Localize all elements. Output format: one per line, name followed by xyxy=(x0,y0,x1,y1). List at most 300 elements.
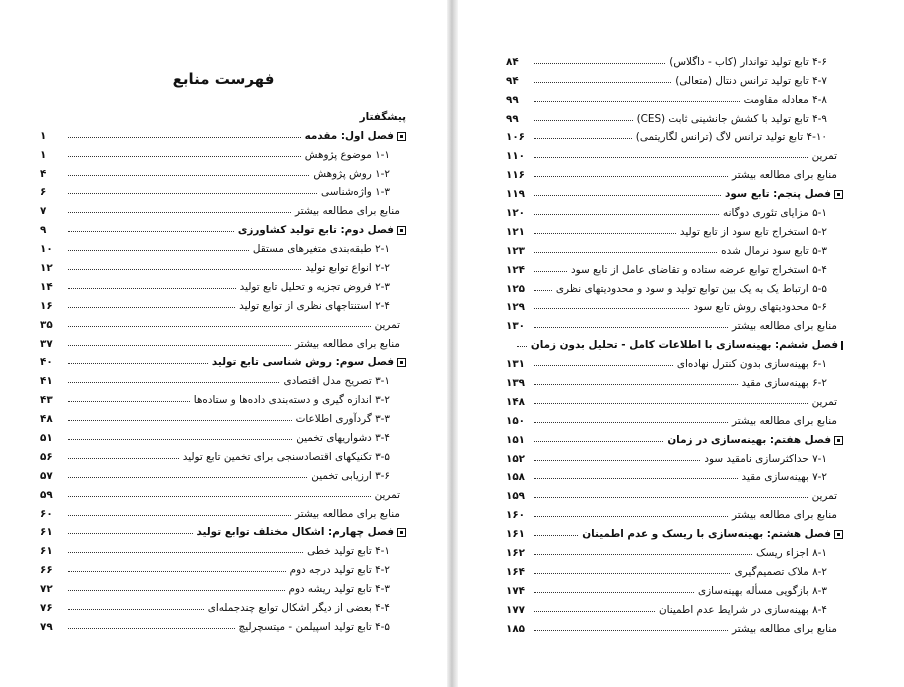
toc-entry-text: فصل سوم: روش شناسی تابع تولید xyxy=(211,356,394,369)
toc-entry-label xyxy=(730,320,843,332)
toc-entry xyxy=(40,161,406,180)
toc-page-number: ۵۱ xyxy=(40,432,53,445)
toc-entry-text: ۵-۴ استخراج توابع عرضه ستاده و تقاضای عامل از تابع سود xyxy=(570,263,827,276)
toc-page-number: ۶۱ xyxy=(40,526,53,539)
toc-page-number: ۳۷ xyxy=(40,337,53,350)
toc-entry xyxy=(506,597,843,616)
toc-entry-label xyxy=(754,547,843,559)
toc-entry-label xyxy=(634,131,843,143)
dot-leader xyxy=(534,365,673,366)
chapter-bullet-icon xyxy=(834,530,843,539)
toc-entry-text: فصل ششم: بهینه‌سازی با اطلاعات کامل - تحلیل بدون زمان xyxy=(530,339,838,352)
toc-page-number: ۳۵ xyxy=(40,318,53,331)
toc-page-number: ۵۶ xyxy=(40,450,53,463)
toc-entry-label xyxy=(810,396,843,408)
toc-page-number: ۱۰۶ xyxy=(506,131,526,144)
toc-entry xyxy=(40,274,406,293)
toc-entry xyxy=(506,106,843,125)
toc-entry-label xyxy=(251,243,406,255)
toc-entry-text: ۲-۳ فروض تجزیه و تحلیل تابع تولید xyxy=(239,280,390,293)
toc-page-number: ۱۵۰ xyxy=(506,414,526,427)
toc-entry xyxy=(506,578,843,597)
toc-page-number: ۱۶۲ xyxy=(506,547,526,560)
toc-entry xyxy=(506,219,843,238)
toc-entry-label xyxy=(373,319,406,331)
toc-entry xyxy=(40,501,406,520)
toc-entry-label xyxy=(192,394,406,406)
toc-page-number: ۹۹ xyxy=(506,112,519,125)
toc-entry xyxy=(40,198,406,217)
toc-entry xyxy=(506,502,843,521)
toc-page-number: ۱۱۰ xyxy=(506,150,526,163)
toc-entry-label xyxy=(311,168,406,180)
toc-entry xyxy=(40,425,406,444)
toc-entry xyxy=(506,257,843,276)
toc-entry-text: منابع برای مطالعه بیشتر xyxy=(731,509,837,522)
dot-leader xyxy=(68,250,249,251)
toc-page-number: ۹ xyxy=(40,224,47,237)
toc-entry xyxy=(506,465,843,484)
toc-entry-label xyxy=(293,508,406,520)
toc-entry xyxy=(506,68,843,87)
toc-entry-label xyxy=(293,338,406,350)
toc-entry-label xyxy=(305,545,406,557)
toc-page-number: ۴۱ xyxy=(40,375,53,388)
toc-entry-text: تمرین xyxy=(811,150,837,163)
dot-leader xyxy=(517,346,527,347)
dot-leader xyxy=(534,460,700,461)
toc-entry xyxy=(506,446,843,465)
dot-leader xyxy=(534,176,728,177)
toc-entry-text: ۴-۷ تابع تولید ترانس دنتال (متعالی) xyxy=(675,74,827,87)
toc-list-left xyxy=(40,104,406,633)
toc-page-number: ۱۱۶ xyxy=(506,169,526,182)
toc-page-number: ۱۸۵ xyxy=(506,622,526,635)
toc-entry-text: فصل دوم: تابع تولید کشاورزی xyxy=(237,224,394,237)
toc-entry-label xyxy=(696,585,843,597)
dot-leader xyxy=(68,345,291,346)
toc-entry-label xyxy=(237,300,406,312)
toc-entry-text: ۴-۱۰ تابع تولید ترانس لاگ (ترانس لگاریتمی) xyxy=(635,131,827,144)
toc-entry xyxy=(40,538,406,557)
toc-entry-label xyxy=(702,453,843,465)
toc-entry-text: ۸-۱ اجزاء ریسک xyxy=(756,547,827,560)
chapter-bullet-icon xyxy=(841,341,843,350)
toc-entry-label xyxy=(309,470,406,482)
toc-entry-text: منابع برای مطالعه بیشتر xyxy=(294,205,400,218)
toc-entry-text: ۲-۱ طبقه‌بندی متغیرهای مستقل xyxy=(252,243,390,256)
chapter-bullet-icon xyxy=(397,528,406,537)
dot-leader xyxy=(534,138,632,139)
toc-entry xyxy=(506,162,843,181)
toc-entry-label xyxy=(665,434,831,446)
dot-leader xyxy=(68,307,235,308)
toc-entry-label xyxy=(529,339,838,351)
toc-entry-text: تمرین xyxy=(811,395,837,408)
toc-entry xyxy=(40,368,406,387)
toc-entry xyxy=(506,483,843,502)
dot-leader xyxy=(68,326,371,327)
toc-entry-text: ۵-۱ مزایای تئوری دوگانه xyxy=(723,207,827,220)
toc-entry-label xyxy=(730,415,843,427)
toc-entry-text: ۱-۲ روش پژوهش xyxy=(313,167,390,180)
toc-entry-text: ۷-۲ بهینه‌سازی مقید xyxy=(741,471,827,484)
toc-entry-text: ۴-۴ بعضی از دیگر اشکال توابع چندجمله‌ای xyxy=(207,602,390,615)
toc-page-number: ۱۵۹ xyxy=(506,490,526,503)
toc-page-number: ۱ xyxy=(40,129,47,142)
dot-leader xyxy=(68,269,301,270)
dot-leader xyxy=(534,573,730,574)
toc-entry-text: ۶-۲ بهینه‌سازی مقید xyxy=(741,377,827,390)
toc-entry-text: منابع برای مطالعه بیشتر xyxy=(731,622,837,635)
toc-entry-label xyxy=(667,56,843,68)
toc-entry-text: ۳-۵ تکنیکهای اقتصادسنجی برای تخمین تابع تولید xyxy=(182,450,390,463)
dot-leader xyxy=(68,175,309,176)
chapter-bullet-icon xyxy=(834,190,843,199)
toc-entry-label xyxy=(303,130,394,142)
toc-page-number: ۷۶ xyxy=(40,602,53,615)
toc-entry-label xyxy=(195,526,394,538)
toc-page-number: ۱۲۴ xyxy=(506,263,526,276)
dot-leader xyxy=(68,231,234,232)
toc-entry xyxy=(506,616,843,635)
toc-page-number: ۱۲۹ xyxy=(506,301,526,314)
toc-entry xyxy=(506,143,843,162)
toc-entry xyxy=(40,595,406,614)
toc-chapter-entry xyxy=(506,427,843,446)
dot-leader xyxy=(534,554,752,555)
toc-page-number: ۱۳۹ xyxy=(506,377,526,390)
toc-entry xyxy=(40,180,406,199)
toc-page-number: ۴۸ xyxy=(40,413,53,426)
toc-entry xyxy=(40,293,406,312)
toc-entry xyxy=(506,389,843,408)
toc-entry-text: ۶-۱ بهینه‌سازی بدون کنترل نهاده‌ای xyxy=(676,358,827,371)
toc-chapter-entry xyxy=(506,181,843,200)
toc-entry xyxy=(40,331,406,350)
dot-leader xyxy=(534,441,663,442)
chapter-bullet-icon xyxy=(397,358,406,367)
toc-entry-label xyxy=(319,186,406,198)
toc-entry xyxy=(40,444,406,463)
toc-page-number: ۶۰ xyxy=(40,507,53,520)
toc-page-number: ۶۱ xyxy=(40,545,53,558)
toc-entry-text: ۸-۴ بهینه‌سازی در شرایط عدم اطمینان xyxy=(658,603,827,616)
dot-leader xyxy=(534,214,719,215)
toc-entry-label xyxy=(730,509,843,521)
toc-entry-label xyxy=(287,583,406,595)
toc-entry-text: فصل پنجم: تابع سود xyxy=(725,188,831,201)
toc-entry-label xyxy=(675,358,843,370)
dot-leader xyxy=(534,157,808,158)
dot-leader xyxy=(68,628,235,629)
toc-entry-label xyxy=(210,356,394,368)
dot-leader xyxy=(534,630,728,631)
dot-leader xyxy=(534,233,676,234)
toc-entry-label xyxy=(730,623,843,635)
toc-page-number: ۱۲ xyxy=(40,262,53,275)
toc-entry-label xyxy=(238,281,406,293)
dot-leader xyxy=(68,439,292,440)
dot-leader xyxy=(68,193,317,194)
toc-entry-text: ۴-۹ تابع تولید با کشش جانشینی ثابت (CES) xyxy=(636,112,827,125)
toc-entry-text: ۳-۳ گردآوری اطلاعات xyxy=(295,413,390,426)
toc-entry-label xyxy=(723,188,831,200)
toc-entry xyxy=(40,557,406,576)
toc-list-right xyxy=(506,49,843,635)
toc-entry-text: ۵-۲ استخراج تابع سود از تابع تولید xyxy=(679,225,827,238)
dot-leader xyxy=(534,101,740,102)
page-title: فهرست منابع xyxy=(172,70,275,88)
dot-leader xyxy=(534,422,728,423)
toc-page-number: ۱۲۵ xyxy=(506,282,526,295)
toc-chapter-entry xyxy=(40,520,406,539)
dot-leader xyxy=(534,195,721,196)
toc-page-number: ۶۶ xyxy=(40,564,53,577)
dot-leader xyxy=(534,516,728,517)
toc-entry xyxy=(506,200,843,219)
toc-entry xyxy=(506,276,843,295)
toc-page-number: ۴۰ xyxy=(40,356,53,369)
toc-entry-label xyxy=(721,207,843,219)
toc-entry xyxy=(40,255,406,274)
toc-entry-text: ۴-۵ تابع تولید اسپیلمن - میتسچرلیچ xyxy=(238,620,390,633)
toc-page-number: ۱۷۷ xyxy=(506,603,526,616)
toc-page-number: ۵۷ xyxy=(40,469,53,482)
toc-entry-label xyxy=(569,264,843,276)
toc-entry-text: ۷-۱ حداکثرسازی نامقید سود xyxy=(704,452,827,465)
toc-page-number: ۷ xyxy=(40,205,47,218)
dot-leader xyxy=(68,590,285,591)
dot-leader xyxy=(68,496,371,497)
dot-leader xyxy=(68,212,291,213)
toc-entry-text: ۳-۶ ارزیابی تخمین xyxy=(311,469,390,482)
dot-leader xyxy=(534,308,689,309)
toc-entry-label xyxy=(740,471,844,483)
dot-leader xyxy=(534,120,633,121)
toc-page-number: ۴ xyxy=(40,167,47,180)
toc-page-number: ۱۵۲ xyxy=(506,452,526,465)
toc-entry-text: منابع برای مطالعه بیشتر xyxy=(731,169,837,182)
toc-entry-label xyxy=(236,224,394,236)
toc-entry-text: منابع برای مطالعه بیشتر xyxy=(731,414,837,427)
toc-entry-label xyxy=(237,621,406,633)
toc-page-number: ۱۱۹ xyxy=(506,188,526,201)
toc-entry-label xyxy=(206,602,406,614)
toc-page-number: ۸۴ xyxy=(506,55,519,68)
dot-leader xyxy=(68,609,204,610)
toc-entry-label xyxy=(281,375,406,387)
dot-leader xyxy=(534,290,552,291)
toc-entry-text: ۱-۱ موضوع پژوهش xyxy=(304,148,390,161)
toc-entry-text: ۴-۱ تابع تولید خطی xyxy=(307,545,390,558)
dot-leader xyxy=(68,458,179,459)
dot-leader xyxy=(68,288,236,289)
toc-entry-text: تمرین xyxy=(374,488,400,501)
toc-entry xyxy=(40,312,406,331)
dot-leader xyxy=(534,478,738,479)
dot-leader xyxy=(534,82,671,83)
toc-entry-label xyxy=(678,226,843,238)
toc-page-number: ۱۴۸ xyxy=(506,395,526,408)
toc-entry-label xyxy=(742,94,843,106)
chapter-bullet-icon xyxy=(834,436,843,445)
toc-entry-text: ۵-۵ ارتباط یک به یک بین توابع تولید و سود و محدودیتهای نظری xyxy=(555,282,827,295)
dot-leader xyxy=(68,420,292,421)
dot-leader xyxy=(68,477,307,478)
toc-entry-text: ۴-۲ تابع تولید درجه دوم xyxy=(289,564,390,577)
toc-entry xyxy=(506,351,843,370)
toc-page-number: ۶ xyxy=(40,186,47,199)
dot-leader xyxy=(68,137,301,138)
toc-page-number: ۹۴ xyxy=(506,74,519,87)
toc-page-number: ۱۶۰ xyxy=(506,509,526,522)
toc-entry xyxy=(506,559,843,578)
toc-entry-text: ۴-۳ تابع تولید ریشه دوم xyxy=(288,583,390,596)
toc-entry-text: منابع برای مطالعه بیشتر xyxy=(294,507,400,520)
dot-leader xyxy=(68,533,193,534)
toc-entry-label xyxy=(740,377,844,389)
dot-leader xyxy=(534,327,728,328)
toc-entry-label xyxy=(580,528,831,540)
toc-entry-text: تمرین xyxy=(374,318,400,331)
toc-entry-label xyxy=(373,489,406,501)
toc-entry xyxy=(40,482,406,501)
dot-leader xyxy=(534,611,655,612)
toc-page-number: ۴۳ xyxy=(40,394,53,407)
toc-entry-text: ۳-۱ تصریح مدل اقتصادی xyxy=(283,375,390,388)
toc-entry xyxy=(40,614,406,633)
toc-page-number: ۱۳۱ xyxy=(506,358,526,371)
toc-entry-label xyxy=(303,262,406,274)
toc-page-number: ۱۲۱ xyxy=(506,225,526,238)
toc-page-number: ۱۶ xyxy=(40,299,53,312)
toc-entry xyxy=(40,406,406,425)
toc-page-number: ۷۲ xyxy=(40,583,53,596)
toc-entry xyxy=(506,49,843,68)
toc-entry xyxy=(40,142,406,161)
toc-entry-text: ۳-۴ دشواریهای تخمین xyxy=(296,432,390,445)
toc-entry xyxy=(40,463,406,482)
toc-page-number: ۱۷۴ xyxy=(506,584,526,597)
dot-leader xyxy=(534,403,808,404)
dot-leader xyxy=(534,384,738,385)
toc-page-number: ۱۰ xyxy=(40,243,53,256)
toc-entry-text: ۴-۸ معادله مقاومت xyxy=(743,93,827,106)
toc-entry xyxy=(40,104,406,123)
toc-chapter-entry xyxy=(40,350,406,369)
dot-leader xyxy=(68,382,279,383)
toc-entry-label xyxy=(635,113,843,125)
toc-page-number: ۱۶۴ xyxy=(506,565,526,578)
toc-chapter-entry xyxy=(40,123,406,142)
toc-chapter-entry xyxy=(506,332,843,351)
toc-entry xyxy=(506,540,843,559)
toc-entry-text: تمرین xyxy=(811,490,837,503)
toc-page-number: ۱۳۰ xyxy=(506,320,526,333)
toc-entry-text: ۲-۲ انواع توابع تولید xyxy=(305,262,390,275)
toc-entry-label xyxy=(732,566,843,578)
toc-entry xyxy=(506,313,843,332)
toc-chapter-entry xyxy=(506,521,843,540)
dot-leader xyxy=(534,252,717,253)
toc-page-number: ۱۶۱ xyxy=(506,528,526,541)
toc-entry xyxy=(40,387,406,406)
dot-leader xyxy=(534,497,808,498)
toc-entry xyxy=(506,125,843,144)
toc-entry-text: فصل چهارم: اشکال مختلف توابع تولید xyxy=(196,526,394,539)
toc-entry-text: ۴-۶ تابع تولید تواندار (کاب - داگلاس) xyxy=(669,55,827,68)
toc-entry-label xyxy=(181,451,406,463)
toc-entry-label xyxy=(554,283,843,295)
toc-entry xyxy=(506,238,843,257)
toc-entry-text: منابع برای مطالعه بیشتر xyxy=(294,337,400,350)
toc-entry-text: ۱-۳ واژه‌شناسی xyxy=(321,186,390,199)
toc-entry-label xyxy=(673,75,843,87)
toc-entry-label xyxy=(810,150,843,162)
toc-entry-text: فصل هشتم: بهینه‌سازی با ریسک و عدم اطمینان xyxy=(582,528,831,541)
toc-entry-text: ۸-۲ ملاک تصمیم‌گیری xyxy=(734,565,827,578)
dot-leader xyxy=(534,535,578,536)
toc-entry-label xyxy=(730,169,843,181)
toc-page-number: ۱۵۸ xyxy=(506,471,526,484)
toc-page-number: ۵۹ xyxy=(40,488,53,501)
dot-leader xyxy=(68,571,286,572)
toc-entry-label xyxy=(294,432,406,444)
dot-leader xyxy=(68,401,190,402)
toc-entry-label xyxy=(294,413,406,425)
dot-leader xyxy=(68,552,303,553)
dot-leader xyxy=(68,515,291,516)
book-gutter xyxy=(447,0,458,687)
dot-leader xyxy=(534,592,694,593)
toc-page-number: ۷۹ xyxy=(40,620,53,633)
toc-page-number: ۱۴ xyxy=(40,280,53,293)
chapter-bullet-icon xyxy=(397,226,406,235)
toc-entry-label xyxy=(293,205,406,217)
toc-entry xyxy=(40,576,406,595)
toc-page-number: ۱۵۱ xyxy=(506,433,526,446)
toc-page-number: ۱۲۰ xyxy=(506,207,526,220)
toc-entry xyxy=(506,370,843,389)
toc-entry-label xyxy=(719,245,843,257)
toc-entry-text: ۵-۶ محدودیتهای روش تابع سود xyxy=(693,301,827,314)
dot-leader xyxy=(68,363,208,364)
toc-entry-label xyxy=(358,111,406,123)
toc-page-number: ۱ xyxy=(40,148,47,161)
chapter-bullet-icon xyxy=(397,132,406,141)
toc-entry-text: ۲-۴ استنتاجهای نظری از توابع تولید xyxy=(239,299,390,312)
toc-entry-label xyxy=(691,301,843,313)
toc-entry-text: منابع برای مطالعه بیشتر xyxy=(731,320,837,333)
dot-leader xyxy=(534,271,567,272)
toc-entry-text: ۸-۳ بازگویی مسأله بهینه‌سازی xyxy=(697,584,827,597)
dot-leader xyxy=(534,63,665,64)
toc-chapter-entry xyxy=(40,217,406,236)
dot-leader xyxy=(68,156,301,157)
toc-entry xyxy=(40,236,406,255)
toc-entry-label xyxy=(810,490,843,502)
toc-entry-text: پیشگفتار xyxy=(359,110,406,123)
toc-entry-label xyxy=(288,564,406,576)
toc-entry-text: ۳-۲ اندازه گیری و دسته‌بندی داده‌ها و ستاده‌ها xyxy=(193,394,390,407)
toc-entry xyxy=(506,87,843,106)
toc-entry-text: فصل اول: مقدمه xyxy=(304,129,394,142)
toc-entry-text: فصل هفتم: بهینه‌سازی در زمان xyxy=(667,433,831,446)
toc-page-number: ۹۹ xyxy=(506,93,519,106)
toc-entry xyxy=(506,408,843,427)
toc-entry xyxy=(506,295,843,314)
